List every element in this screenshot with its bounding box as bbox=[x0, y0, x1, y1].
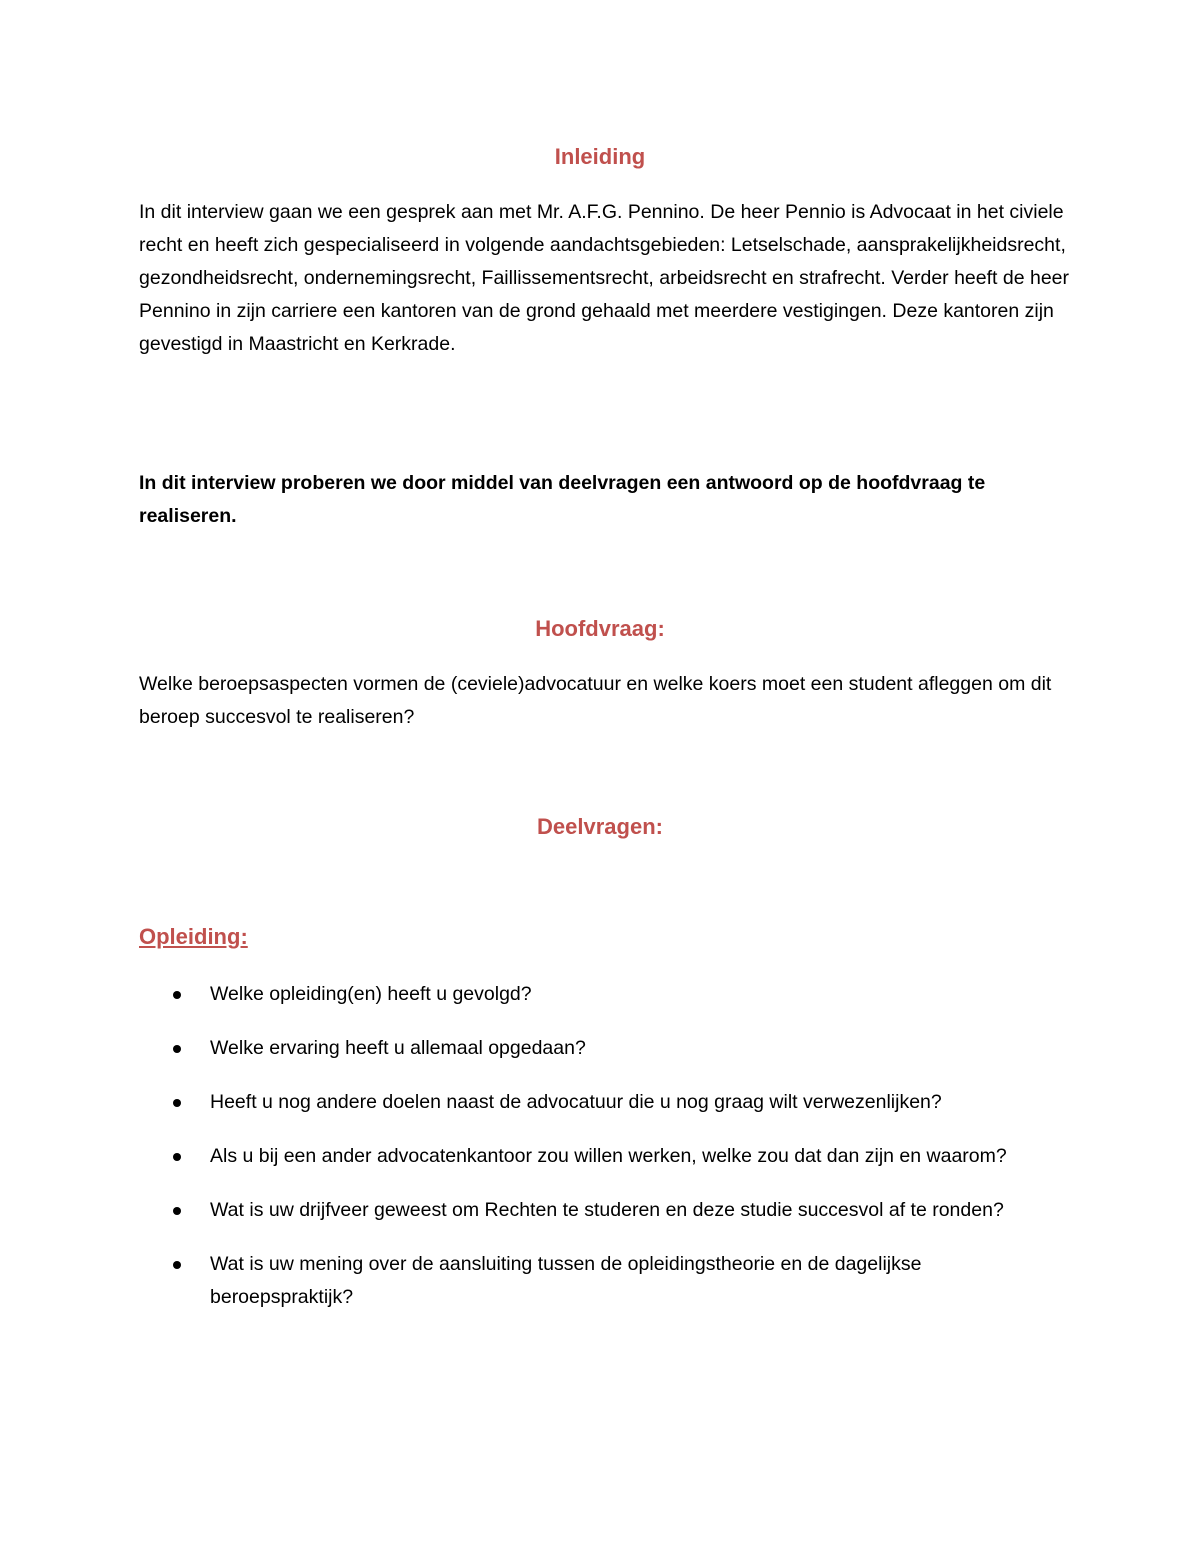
sub-questions-heading: Deelvragen: bbox=[537, 814, 663, 839]
bullet-icon bbox=[173, 1099, 181, 1107]
question-text: Welke opleiding(en) heeft u gevolgd? bbox=[210, 983, 532, 1005]
list-item bbox=[139, 978, 1069, 1011]
list-item bbox=[139, 1140, 1069, 1173]
list-item bbox=[139, 1248, 1069, 1314]
question-text: Als u bij een ander advocatenkantoor zou willen werken, welke zou dat dan zijn en waarom? bbox=[210, 1145, 1007, 1167]
bullet-icon bbox=[173, 1261, 181, 1269]
list-item bbox=[139, 1032, 1069, 1065]
list-item bbox=[139, 1086, 1069, 1119]
bullet-icon bbox=[173, 991, 181, 999]
main-question-heading: Hoofdvraag: bbox=[535, 616, 665, 641]
purpose-paragraph: In dit interview proberen we door middel van deelvragen een antwoord op de hoofdvraag te realiseren. bbox=[139, 472, 986, 527]
bullet-icon bbox=[173, 1045, 181, 1053]
question-text: Wat is uw drijfveer geweest om Rechten te studeren en deze studie succesvol af te ronden? bbox=[210, 1199, 1004, 1221]
bullet-icon bbox=[173, 1207, 181, 1215]
question-text: Welke ervaring heeft u allemaal opgedaan? bbox=[210, 1037, 586, 1059]
intro-heading: Inleiding bbox=[554, 144, 646, 169]
question-text: Heeft u nog andere doelen naast de advocatuur die u nog graag wilt verwezenlijken? bbox=[210, 1091, 942, 1113]
list-item bbox=[139, 1194, 1069, 1227]
education-question-list bbox=[139, 978, 1069, 1335]
question-text: Wat is uw mening over de aansluiting tussen de opleidingstheorie en de dagelijkse beroepspraktijk? bbox=[210, 1253, 922, 1308]
education-heading: Opleiding: bbox=[139, 924, 248, 949]
intro-paragraph: In dit interview gaan we een gesprek aan met Mr. A.F.G. Pennino. De heer Pennio is Advocaat in het civiele recht en heeft zich gespecialiseerd in volgende aandachtsgebieden: Letselschade, aansprakelijkheidsrecht, gezondheidsrecht, ondernemingsrecht, Faillissementsrecht, arbeidsrecht en strafrecht. Verder heeft de heer Pennino in zijn carriere een kantoren van de grond gehaald met meerdere vestigingen. Deze kantoren zijn gevestigd in Maastricht en Kerkrade. bbox=[139, 201, 1070, 355]
bullet-icon bbox=[173, 1153, 181, 1161]
main-question-text: Welke beroepsaspecten vormen de (ceviele)advocatuur en welke koers moet een student afleggen om dit beroep succesvol te realiseren? bbox=[139, 673, 1052, 728]
